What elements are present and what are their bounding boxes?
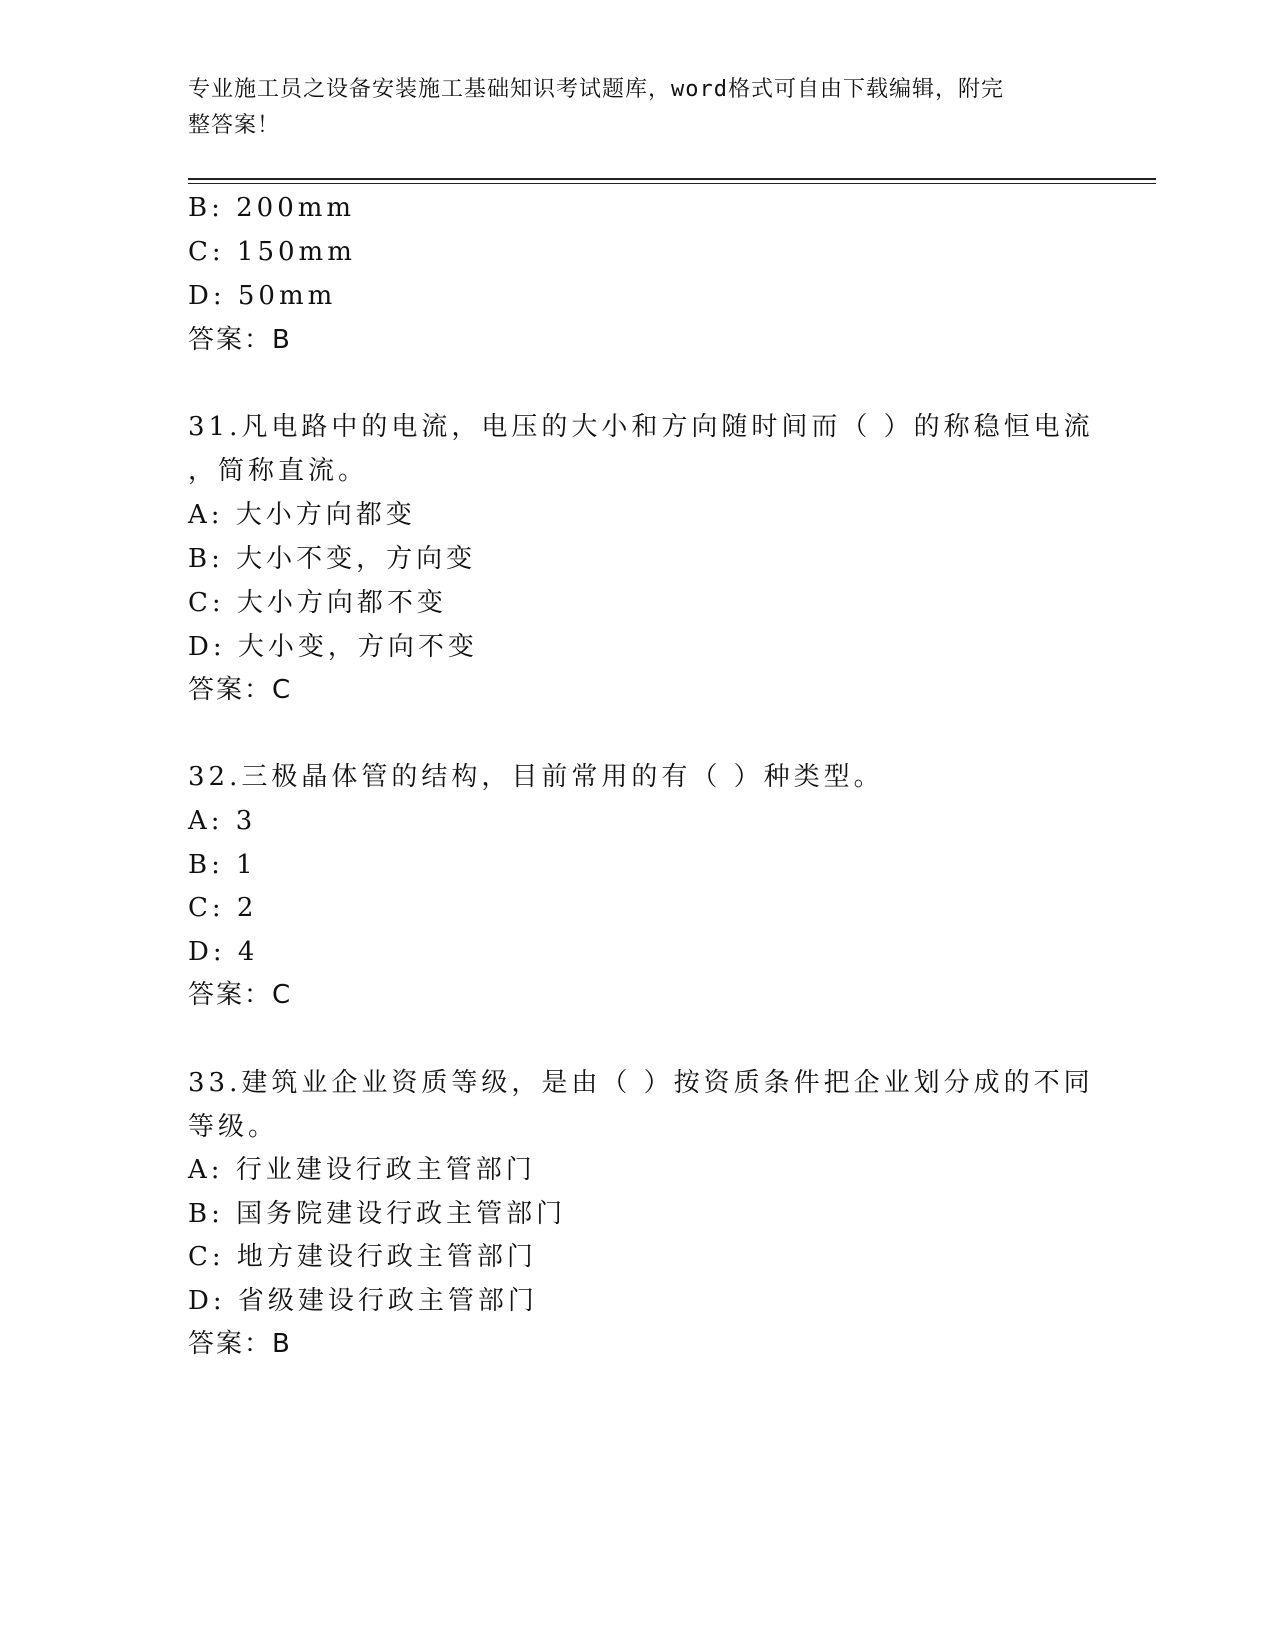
header-line-2: 整答案！ [188, 113, 281, 138]
header-divider-thick [188, 178, 1156, 180]
question-stem: 33.建筑业企业资质等级，是由（ ）按资质条件把企业划分成的不同 [188, 1068, 1094, 1098]
answer-line: 答案：B [188, 1329, 292, 1359]
option-a: A: 大小方向都变 [188, 500, 416, 530]
option-b: B: 国务院建设行政主管部门 [188, 1199, 567, 1229]
option-b: B: 200mm [188, 193, 356, 223]
header-divider-thin [188, 183, 1156, 184]
option-d: D: 4 [188, 937, 259, 967]
header-line-1: 专业施工员之设备安装施工基础知识考试题库，word格式可自由下载编辑，附完 [188, 77, 1004, 102]
option-c: C: 地方建设行政主管部门 [188, 1242, 537, 1272]
document-header [188, 72, 1068, 144]
question-stem-continued: 等级。 [188, 1112, 279, 1142]
answer-line: 答案：C [188, 980, 293, 1010]
answer-line: 答案：C [188, 675, 293, 705]
question-stem: 31.凡电路中的电流，电压的大小和方向随时间而（ ）的称稳恒电流 [188, 412, 1094, 442]
answer-line: 答案：B [188, 325, 292, 355]
option-c: C: 大小方向都不变 [188, 588, 447, 618]
option-d: D: 省级建设行政主管部门 [188, 1286, 538, 1316]
option-a: A: 行业建设行政主管部门 [188, 1155, 536, 1185]
option-c: C: 2 [188, 893, 258, 923]
option-d: D: 大小变，方向不变 [188, 632, 478, 662]
option-a: A: 3 [188, 806, 257, 836]
option-b: B: 大小不变，方向变 [188, 544, 477, 574]
option-c: C: 150mm [188, 237, 356, 267]
option-d: D: 50mm [188, 281, 337, 311]
question-stem: 32.三极晶体管的结构，目前常用的有（ ）种类型。 [188, 762, 884, 792]
question-stem-continued: ，简称直流。 [188, 456, 369, 486]
option-b: B: 1 [188, 850, 257, 880]
